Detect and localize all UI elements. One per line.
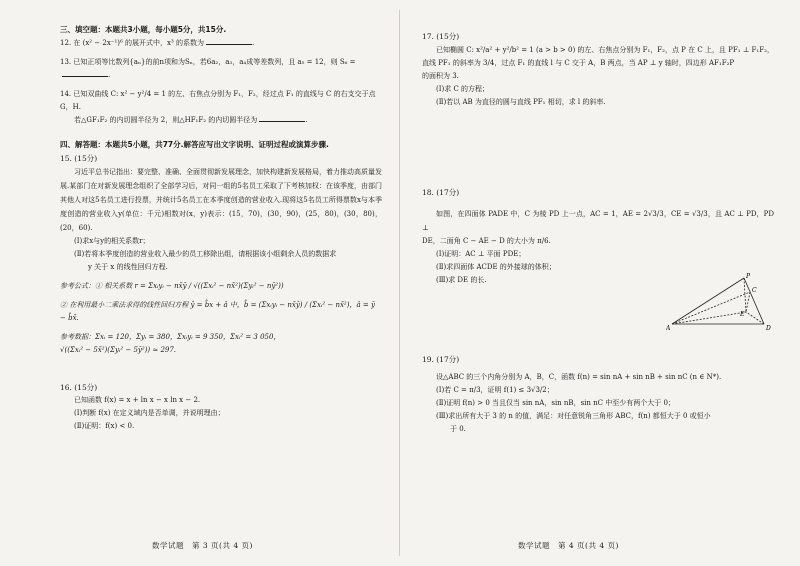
- question-14-line-2: 若△GF₁F₂ 的内切圆半径为 2，则△HF₁F₂ 的内切圆半径为 .: [74, 116, 308, 124]
- label-e: E: [740, 311, 745, 318]
- question-17-part-2: (Ⅱ)若以 AB 为直径的圆与直线 PF₁ 相切，求 l 的斜率.: [436, 98, 606, 106]
- question-18-line-1: 如图，在四面体 PADE 中，C 为棱 PD 上一点，AC = 1，AE = 2√3/3，CE = √3/3，且 AC ⊥ PD，PD ⊥: [422, 210, 774, 232]
- question-19-part-3-line-2: 于 0.: [450, 425, 466, 433]
- edge-ac: [672, 292, 750, 324]
- question-19: [422, 353, 774, 436]
- question-17-line-1: 已知椭圆 C: x²/a² + y²/b² = 1 (a > b > 0) 的左、右焦点分别为 F₁，F₂，点 P 在 C 上，且 PF₁ ⊥ F₁F₂，: [436, 46, 774, 54]
- solve-section-title: 四、解答题：本题共5小题，共77分.解答应写出文字说明、证明过程或演算步骤.: [60, 140, 329, 149]
- label-d: D: [766, 325, 771, 332]
- question-19-part-1: (Ⅰ)若 C = π/3，证明 f(1) ≤ 3√3/2；: [436, 386, 554, 394]
- question-19-part-2: (Ⅱ)证明 f(n) > 0 当且仅当 sin nA，sin nB，sin nC 中至少有两个大于 0；: [436, 399, 675, 407]
- question-15-part-2-line-2: y 关于 x 的线性回归方程.: [88, 263, 168, 271]
- reference-formula-2: ② 在利用最小二乘法求得的线性回归方程 ŷ = b̂x + â 中，b̂ = (Σxᵢyᵢ − nx̄ȳ) / (Σxᵢ² − nx̄²)，â = ȳ − b̂x̄.: [60, 301, 375, 322]
- edge-ce: [746, 292, 750, 312]
- edge-pe: [744, 278, 746, 312]
- tetrahedron-figure: [666, 272, 776, 332]
- edge-ae: [672, 312, 746, 324]
- question-16-head: 16. (15分): [60, 383, 98, 392]
- question-16-part-1: (Ⅰ)判断 f(x) 在定义域内是否单调，并说明理由；: [74, 409, 225, 417]
- label-a: A: [666, 325, 671, 332]
- question-15-part-2-line-1: (Ⅱ)若将本季度创造的营业收入最少的员工移除出组，请根据该小组剩余人员的数据求: [74, 250, 337, 258]
- question-19-line-1: 设△ABC 的三个内角分别为 A，B，C，函数 f(n) = sin nA + sin nB + sin nC (n ∈ N*).: [436, 373, 722, 381]
- question-18-line-2: DE，二面角 C − AE − D 的大小为 π/6.: [422, 237, 551, 245]
- question-17: [422, 30, 774, 109]
- question-18-part-3: (Ⅲ)求 DE 的长.: [436, 276, 487, 284]
- label-p: P: [746, 273, 751, 280]
- question-15-stem: 习近平总书记指出：要完整、准确、全面贯彻新发展理念，加快构建新发展格局，着力推动高质量发展.某部门在对新发展理念组织了全部学习后，对同一组的5名员工采取了下考核加权：在该季度，由部门其他人对这5名员工进行投票，并统计5名员工在本季度创造的营业收入.现将这5名员工所得票数x与本季度创造的营业收入y(单位：千元)相数对(x，y)表示：(15，70)，(30，90)，(25，80)，(30，80)，(20，60).: [60, 168, 382, 232]
- question-17-head: 17. (15分): [422, 32, 460, 41]
- fill-in-section-title: 三、填空题：本题共3小题，每小题5分，共15分.: [60, 25, 227, 34]
- label-c: C: [752, 287, 757, 294]
- question-17-line-2: 直线 PF₁ 的斜率为 3/4，过点 F₁ 的直线 l 与 C 交于 A，B 两点，当 AP ⊥ y 轴时，四边形 AF₁F₂P: [422, 59, 735, 67]
- page-footer-right: 数学试题 第 4 页(共 4 页): [518, 541, 619, 550]
- reference-data-1: 参考数据：Σxᵢ = 120，Σyᵢ = 380，Σxᵢyᵢ = 9 350，Σxᵢ² = 3 050，: [60, 333, 281, 341]
- answer-blank: [206, 37, 252, 45]
- question-14-line-1: 14. 已知双曲线 C: x² − y²/4 = 1 的左、右焦点分别为 F₁，F₂，经过点 F₁ 的直线与 C 的右支交于点 G，H.: [60, 90, 376, 111]
- reference-data-2: √((Σxᵢ² − 5x̄²)(Σyᵢ² − 5ȳ²)) ≈ 297.: [60, 346, 177, 354]
- page-footer-left: 数学试题 第 3 页(共 4 页): [152, 541, 253, 550]
- question-16-stem: 已知函数 f(x) = x + ln x − x ln x − 2.: [74, 396, 201, 404]
- question-18-part-1: (Ⅰ)证明：AC ⊥ 平面 PDE；: [436, 250, 526, 258]
- right-page: [400, 0, 800, 566]
- answer-blank: [259, 114, 305, 122]
- question-19-part-3-line-1: (Ⅲ)求出所有大于 3 的 n 的值，满足：对任意锐角三角形 ABC，f(n) 都恒大于 0 或恒小: [436, 412, 711, 420]
- question-16-part-2: (Ⅱ)证明：f(x) < 0.: [74, 422, 135, 430]
- edge-pa: [672, 278, 744, 324]
- reference-formula-1: 参考公式：① 相关系数 r = Σxᵢyᵢ − nx̄ȳ / √((Σxᵢ² − nx̄²)(Σyᵢ² − nȳ²)): [60, 282, 284, 290]
- question-17-line-3: 的面积为 3.: [422, 72, 459, 80]
- question-13: 13. 已知正项等比数列{aₙ}的前n项和为Sₙ，若6a₂，a₃，a₄成等差数列，且 a₅ = 12，则 S₆ =.: [60, 58, 356, 79]
- question-18-head: 18. (17分): [422, 188, 460, 197]
- question-19-head: 19. (17分): [422, 355, 460, 364]
- answer-blank: [62, 69, 108, 77]
- question-15-head: 15. (15分): [60, 154, 98, 163]
- question-12: 12. 在 (x² − 2x⁻¹)⁶ 的展开式中，x³ 的系数为 .: [60, 39, 255, 47]
- question-17-part-1: (Ⅰ)求 C 的方程；: [436, 85, 490, 93]
- question-18-part-2: (Ⅱ)求四面体 ACDE 的外接球的体积；: [436, 263, 556, 271]
- question-15-part-1: (Ⅰ)求x与y的相关系数r；: [74, 237, 150, 245]
